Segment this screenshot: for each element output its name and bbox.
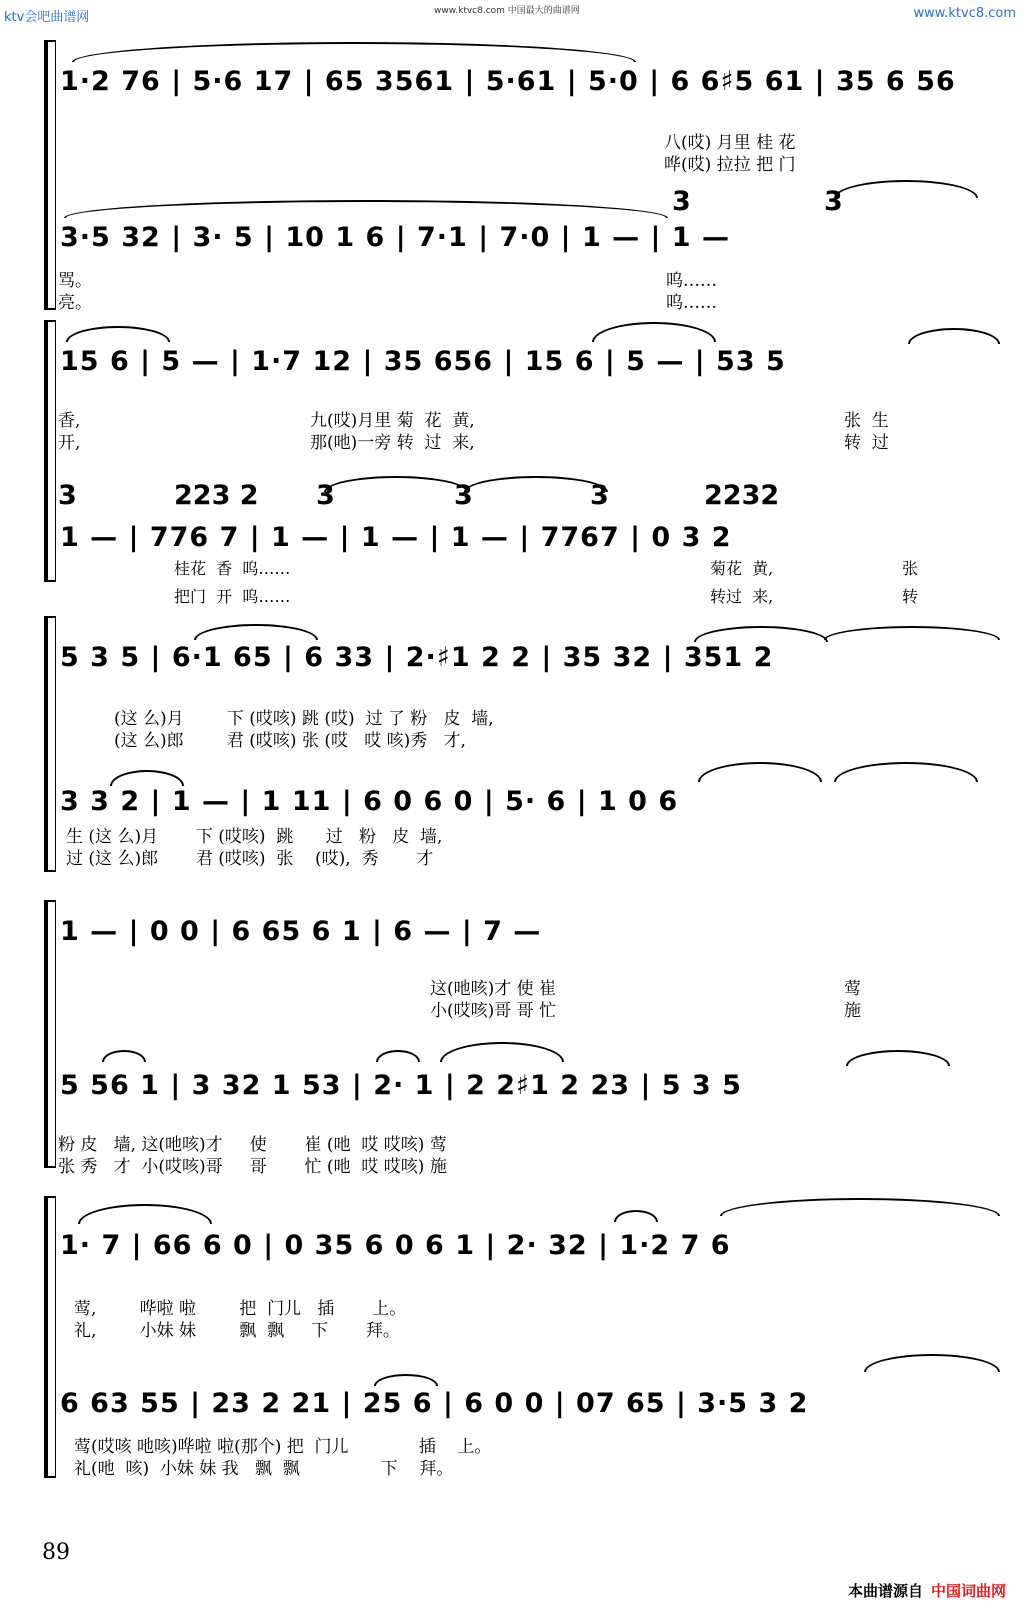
lower-staff bbox=[60, 1068, 996, 1112]
page-number: 89 bbox=[42, 1540, 70, 1565]
lower-staff bbox=[60, 220, 996, 264]
site-tagline: www.ktvc8.com 中国最大的曲谱网 bbox=[434, 6, 580, 16]
upper-notation: 1 — | 0 0 | 6 65 6 1 | 6 — | 7 — bbox=[60, 916, 542, 947]
lower-lyric-verse2: 礼(吔 咳) 小妹 妹 我 飘 飘 下 拜。 bbox=[74, 1459, 454, 1479]
lower-lyric-verse1: 莺(哎咳 吔咳)哗啦 啦(那个) 把 门儿 插 上。 bbox=[74, 1437, 492, 1457]
site-logo-text: ktv会吧曲谱网 bbox=[4, 10, 90, 25]
lower-notation: 3 3 2 | 1 — | 1 11 | 6 0 6 0 | 5· 6 | 1 0 6 bbox=[60, 786, 679, 817]
lower-notation: 1 — | 776 7 | 1 — | 1 — | 1 — | 7767 | 0 3 2 bbox=[60, 522, 732, 553]
score-system-4: 1 — | 0 0 | 6 65 6 1 | 6 — | 7 — 这(吔咳)才 使 崔 莺 小(哎咳)哥 哥 忙 施 5 56 1 | 3 32 1 53 | 2· 1 | 2 2♯1 2 23 | 5 3 5 粉 皮 墙, 这(吔咳)才 使 崔 (吔 哎 哎咳) 莺 张 秀 才 小(哎咳)哥 哥 忙 (吔 哎 哎咳) 施 bbox=[44, 900, 996, 1168]
lower-lyric-verse1: 生 (这 么)月 下 (哎咳) 跳 过 粉 皮 墙, bbox=[66, 827, 443, 847]
upper-lyric-verse2: 哗(哎) 拉拉 把 门 bbox=[664, 155, 796, 175]
source-brand: 中国词曲网 bbox=[930, 1582, 1006, 1600]
upper-lyric-verse1: 八(哎) 月里 桂 花 bbox=[664, 133, 796, 153]
upper-notation: 1· 7 | 66 6 0 | 0 35 6 0 6 1 | 2· 32 | 1·2 7 6 bbox=[60, 1230, 731, 1261]
upper-staff bbox=[60, 64, 996, 108]
lower-notation: 6 63 55 | 23 2 21 | 25 6 | 6 0 0 | 07 65 | 3·5 3 2 bbox=[60, 1388, 809, 1419]
source-label: 本曲谱源自 bbox=[847, 1582, 923, 1600]
lower-lyric-verse2: 张 秀 才 小(哎咳)哥 哥 忙 (吔 哎 哎咳) 施 bbox=[58, 1157, 447, 1177]
lower-staff bbox=[60, 1386, 996, 1430]
upper-staff bbox=[60, 1228, 996, 1272]
score-system-1: 1·2 76 | 5·6 17 | 65 3561 | 5·61 | 5·0 | 6 6♯5 61 | 35 6 56 八(哎) 月里 桂 花 哗(哎) 拉拉 把 门 3 3 3·5 32 | 3· 5 | 10 1 6 | 7·1 | 7·0 | 1 — | 1 — 骂。 呜…… 亮。 呜…… bbox=[44, 40, 996, 310]
upper-notation: 15 6 | 5 — | 1·7 12 | 35 656 | 15 6 | 5 — | 53 5 bbox=[60, 346, 786, 377]
score-system-5 bbox=[44, 1196, 996, 1478]
upper-lyric-verse1: (这 么)月 下 (哎咳) 跳 (哎) 过 了 粉 皮 墙, bbox=[114, 709, 494, 729]
source-credit bbox=[848, 1580, 1006, 1601]
upper-notation: 1·2 76 | 5·6 17 | 65 3561 | 5·61 | 5·0 | 6 6♯5 61 | 35 6 56 bbox=[60, 66, 956, 97]
site-url: www.ktvc8.com bbox=[913, 6, 1016, 21]
lower-lyric-verse1: 粉 皮 墙, 这(吔咳)才 使 崔 (吔 哎 哎咳) 莺 bbox=[58, 1135, 447, 1155]
upper-notation: 5 3 5 | 6·1 65 | 6 33 | 2·♯1 2 2 | 35 32 | 351 2 bbox=[60, 642, 774, 673]
upper-staff bbox=[60, 914, 996, 958]
upper-lyric-verse2: 礼, 小妹 妹 飘 飘 下 拜。 bbox=[74, 1321, 400, 1341]
lower-lyric-verse2: 过 (这 么)郎 君 (哎咳) 张 (哎), 秀 才 bbox=[66, 849, 434, 869]
upper-staff bbox=[60, 640, 996, 684]
lower-notation: 5 56 1 | 3 32 1 53 | 2· 1 | 2 2♯1 2 23 | 5 3 5 bbox=[60, 1070, 742, 1101]
upper-staff bbox=[60, 344, 996, 388]
score-system-3 bbox=[44, 616, 996, 872]
upper-lyric-verse2: (这 么)郎 君 (哎咳) 张 (哎 哎 咳)秀 才, bbox=[114, 731, 466, 751]
upper-lyric-verse1: 莺, 哗啦 啦 把 门儿 插 上。 bbox=[74, 1299, 407, 1319]
score-system-2: 15 6 | 5 — | 1·7 12 | 35 656 | 15 6 | 5 — | 53 5 香, 九(哎)月里 菊 花 黄, 张 生 开, 那(吔)一旁 转 过 来, 转 过 3 223 2 3 3 3 2232 1 — | 776 7 | 1 — | 1 — | 1 — | 7767 | 0 3 2 桂花 香 呜…… 菊花 黄, 张 bbox=[44, 320, 996, 582]
lower-notation: 3·5 32 | 3· 5 | 10 1 6 | 7·1 | 7·0 | 1 — | 1 — bbox=[60, 222, 730, 253]
